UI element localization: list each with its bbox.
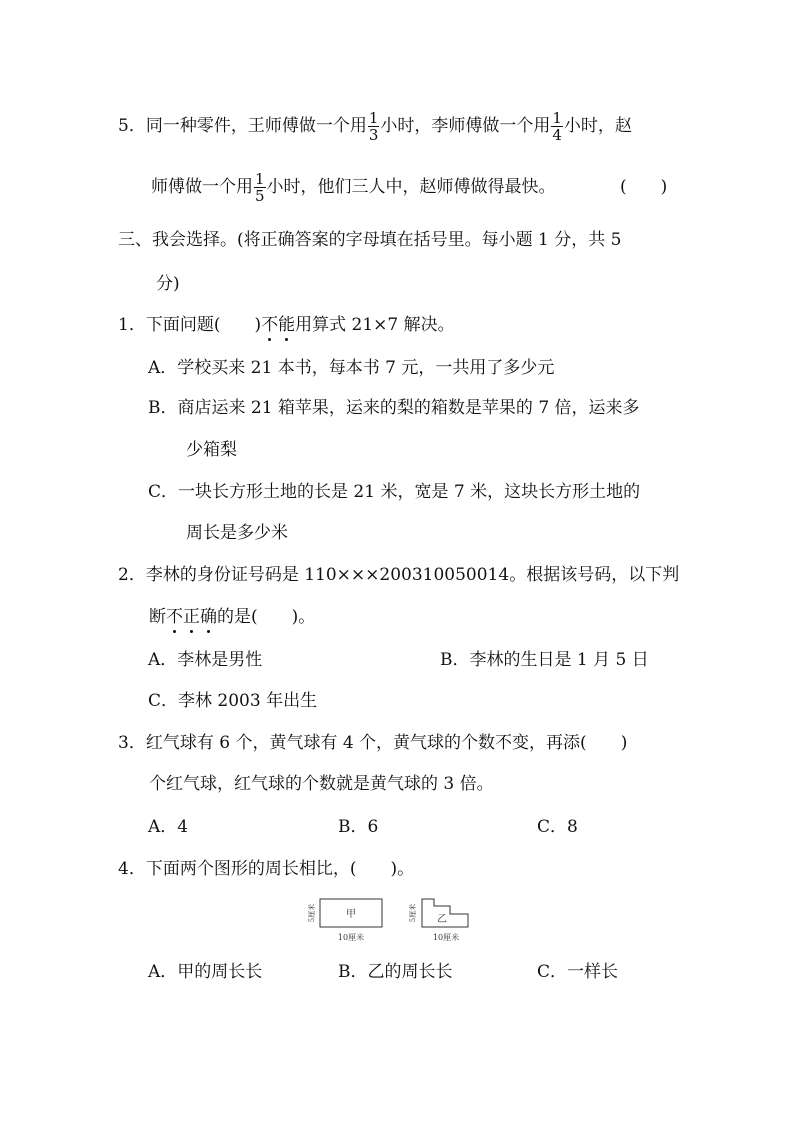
q5-text-5: 小时，他们三人中，赵师傅做得最快。 [266,177,556,197]
c2-option-b[interactable]: B．李林的生日是 1 月 5 日 [440,650,649,670]
c2-text-pre: 断 [149,607,166,627]
c1-option-a[interactable]: A．学校买来 21 本书，每本书 7 元，一共用了多少元 [148,358,555,378]
q5-text-1: 同一种零件，王师傅做一个用 [145,116,367,136]
c1-text-post: 用算式 21×7 解决。 [295,315,455,335]
c1-option-b[interactable]: B．商店运来 21 箱苹果，运来的梨的箱数是苹果的 7 倍，运来多 [148,398,640,418]
q5-text-3: 小时，赵 [563,116,632,136]
c2-question: 2．李林的身份证号码是 110×××200310050014。根据该号码，以下判 [118,565,680,585]
fraction-numerator: 1 [255,170,265,188]
c1-option-c[interactable]: C．一块长方形土地的长是 21 米，宽是 7 米，这块长方形土地的 [148,482,641,502]
c2-emphasis-2: 正 [183,607,200,627]
figure-yi-label: 乙 [437,914,447,925]
figure-yi-width-label: 10厘米 [432,933,460,942]
c3-option-a[interactable]: A．4 [148,817,189,837]
section-3-heading: 三、我会选择。(将正确答案的字母填在括号里。每小题 1 分，共 5 [118,230,622,250]
c3-question: 3．红气球有 6 个，黄气球有 4 个，黄气球的个数不变，再添( ) [118,733,628,753]
figure-yi [408,896,498,946]
q5-number: 5． [118,116,146,136]
c2-emphasis-1: 不 [166,607,183,627]
figure-jia-label: 甲 [346,909,356,920]
q5-text-4: 师傅做一个用 [151,177,253,197]
figure-yi-height-label: 5厘米 [409,903,417,923]
fraction-numerator: 1 [368,109,379,127]
figure-jia-width-label: 10厘米 [337,933,365,942]
c3-option-c[interactable]: C．8 [537,817,578,837]
q5-text-2: 小时，李师傅做一个用 [380,116,551,136]
fraction-1-4 [551,110,563,143]
c1-text-pre: 1．下面问题( ) [118,315,262,335]
c1-emphasis-1: 不 [261,315,279,335]
fraction-1-5 [254,171,266,204]
figure-jia-height-label: 5厘米 [308,903,316,923]
fraction-numerator: 1 [552,109,562,127]
q5-line2 [151,167,556,207]
c4-option-b[interactable]: B．乙的周长长 [338,962,453,982]
c1-option-b-cont: 少箱梨 [186,440,237,460]
c4-option-c[interactable]: C．一样长 [537,962,619,982]
c2-question-cont [149,605,315,629]
fraction-1-3 [368,110,380,143]
c1-question [118,313,455,337]
q5-answer-bracket[interactable]: ( ) [620,177,668,197]
c4-question: 4．下面两个图形的周长相比，( )。 [118,859,415,879]
c1-emphasis-2: 能 [278,315,296,335]
q5-line1 [118,106,632,146]
fraction-denominator: 5 [255,187,265,205]
c4-option-a[interactable]: A．甲的周长长 [148,962,263,982]
c2-text-post: 的是( )。 [217,607,316,627]
fraction-denominator: 3 [368,126,379,144]
c2-option-c[interactable]: C．李林 2003 年出生 [148,691,318,711]
c3-question-cont: 个红气球，红气球的个数就是黄气球的 3 倍。 [149,774,494,794]
c3-option-b[interactable]: B．6 [338,817,379,837]
c1-option-c-cont: 周长是多少米 [186,523,288,543]
fraction-denominator: 4 [552,126,562,144]
figure-jia [308,896,388,946]
c2-option-a[interactable]: A．李林是男性 [148,650,263,670]
c2-emphasis-3: 确 [200,607,217,627]
section-3-heading-cont: 分) [156,274,180,294]
